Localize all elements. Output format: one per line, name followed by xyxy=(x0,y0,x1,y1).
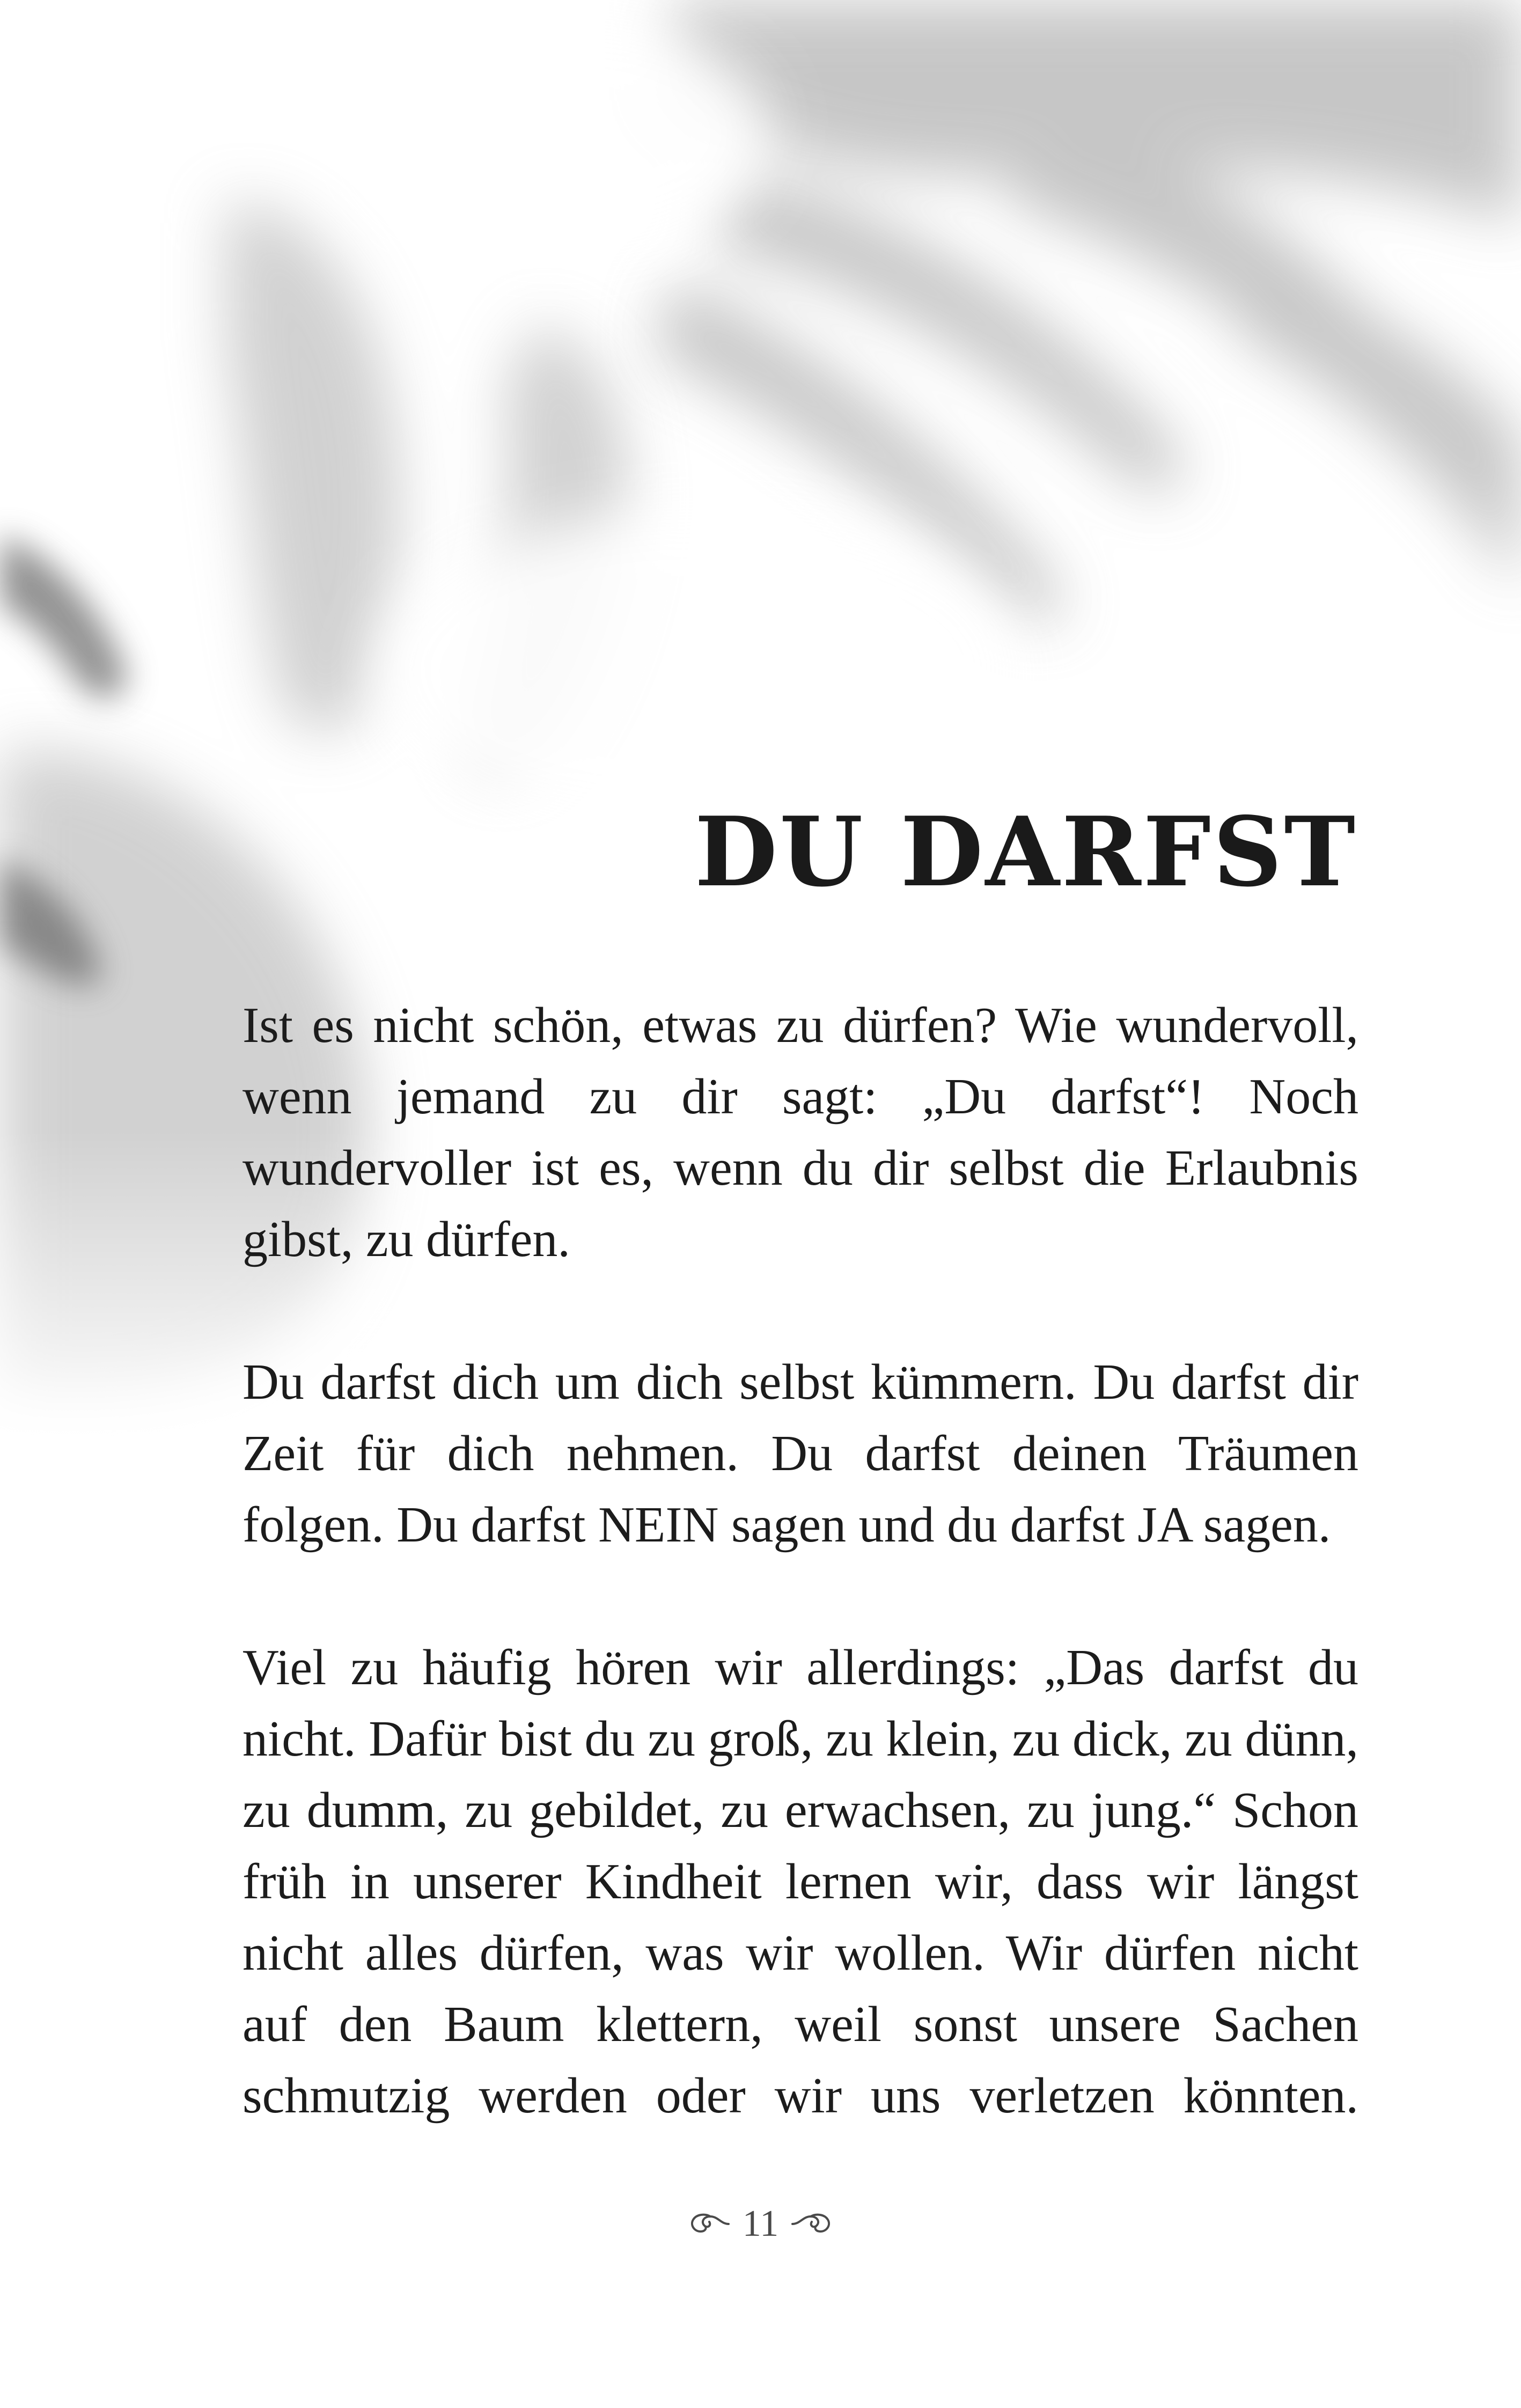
page-footer xyxy=(0,2202,1521,2243)
chapter-title: DU DARFST xyxy=(694,796,1357,908)
paragraph-3: Viel zu häufig hören wir allerdings: „Das darfst du nicht. Dafür bist du zu groß, zu klein, zu dick, zu dünn, zu dumm, zu gebildet, zu erwachsen, zu jung.“ Schon früh in unserer Kindheit lernen wir, dass wir längst nicht alles dürfen, was wir wollen. Wir dürfen nicht auf den Baum klettern, weil sonst unsere Sachen schmutzig werden oder wir uns verletzen könnten. xyxy=(243,1640,1358,2124)
ornament-right-icon xyxy=(790,2205,832,2243)
body-text xyxy=(243,990,1358,2132)
paragraph-2: Du darfst dich um dich selbst kümmern. Du darfst dir Zeit für dich nehmen. Du darfst deinen Träumen folgen. Du darfst NEIN sagen und du darfst JA sagen. xyxy=(243,1354,1358,1553)
ornament-left-icon xyxy=(689,2205,731,2243)
page-number: 11 xyxy=(742,2203,779,2244)
paragraph-1: Ist es nicht schön, etwas zu dürfen? Wie wundervoll, wenn jemand zu dir sagt: „Du darfst“! Noch wundervoller ist es, wenn du dir selbst die Erlaubnis gibst, zu dürfen. xyxy=(243,997,1358,1267)
